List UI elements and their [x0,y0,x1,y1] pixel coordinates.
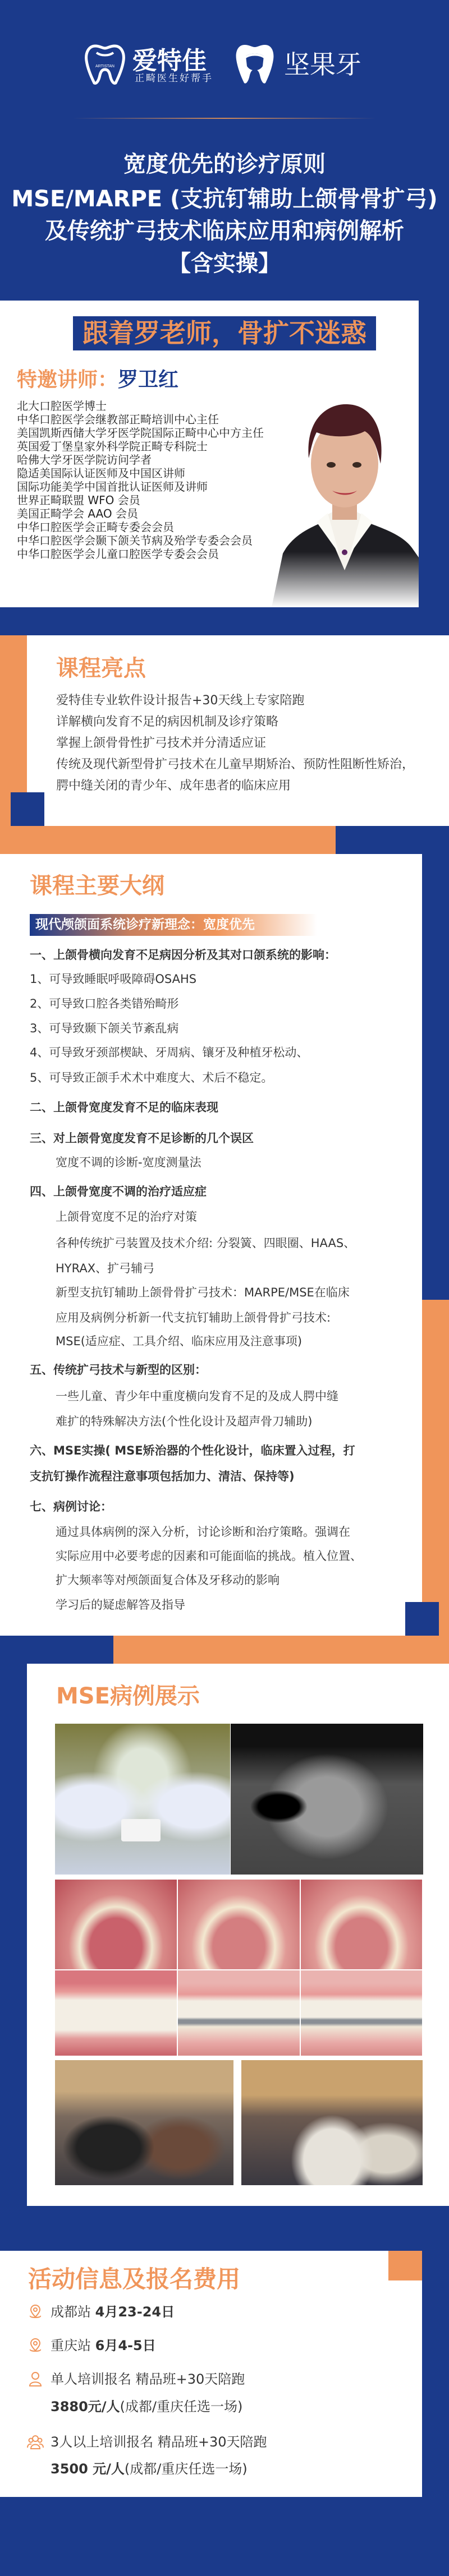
outline-banner [30,914,317,936]
svg-text:ARTISTAN: ARTISTAN [95,64,114,68]
station-date: 6月4-5日 [95,2338,156,2353]
location-icon [27,2337,44,2354]
nut-tooth-logo-icon [235,44,275,85]
event-item-chongqing [27,2334,156,2357]
credential-item: 美国正畸学会 AAO 会员 [17,507,139,520]
outline-title: 课程主要大纲 [30,873,164,899]
intraoral-frontal-after [301,1970,422,2056]
outline-heading: 七、病例讨论： [30,1500,112,1513]
outline-item: 4、可导致牙颈部楔缺、牙周病、镶牙及种植牙松动、 [30,1046,309,1059]
group-price: 3500 元/人 [51,2461,125,2477]
event-item-single-price [27,2395,242,2418]
cases-title: MSE病例展示 [56,1683,200,1709]
highlight-item: 传统及现代新型骨扩弓技术在儿童早期矫治、预防性阻断性矫治， [56,758,415,772]
logo-left-name: 爱特佳 [132,47,207,75]
blue-corner-square [11,792,44,826]
group-signup-label: 3人以上培训报名 精品班+30天陪跑 [51,2434,267,2450]
outline-item: 3、可导致颞下颌关节紊乱病 [30,1022,179,1035]
blue-bottom-band [0,1636,113,1664]
slogan-text: 跟着罗老师，骨扩不迷惑 [83,318,366,348]
title-line-2: MSE/MARPE (支抗钉辅助上颌骨骨扩弓) [11,186,438,212]
credential-item: 国际功能美学中国首批认证医师及讲师 [17,480,208,493]
station-label: 成都站 [51,2304,91,2320]
credential-item: 英国爱丁堡皇家外科学院正畸专科院士 [17,440,208,453]
outline-heading: 五、传统扩弓技术与新型的区别： [30,1363,207,1377]
credentials-list [17,399,264,561]
blue-corner-square [405,1602,439,1636]
blue-band [0,607,449,635]
title-line-1: 宽度优先的诊疗原则 [123,151,326,177]
outline-item: 5、可导致正颌手术术中难度大、术后不稳定。 [30,1071,273,1084]
single-signup-label: 单人培训报名 精品班+30天陪跑 [51,2371,245,2387]
outline-heading: 三、对上颌骨宽度发育不足诊断的几个误区 [30,1132,254,1145]
outline-item: 实际应用中必要考虑的因素和可能面临的挑战。植入位置、 [56,1549,362,1563]
location-icon [27,2303,44,2320]
outline-heading: 六、MSE实操( MSE矫治器的个性化设计，临床置入过程，打 [30,1444,355,1457]
event-item-single [27,2368,245,2390]
highlight-item: 详解横向发育不足的病因机制及诊疗策略 [56,715,279,729]
event-item-chengdu [27,2301,175,2323]
lecturer-photo [269,385,419,607]
blue-bottom-band [336,826,449,854]
orange-bottom-band [0,826,336,854]
orange-bottom-band [113,1636,449,1664]
credential-item: 隐适美国际认证医师及中国区讲师 [17,467,185,480]
outline-heading: 支抗钉操作流程注意事项包括加力、清洁、保持等) [30,1470,295,1483]
outline-item: MSE(适应症、工具介绍、临床应用及注意事项) [56,1335,303,1348]
outline-item: 各种传统扩弓装置及技术介绍: 分裂簧、四眼圈、HAAS、 [56,1236,356,1250]
highlight-item: 掌握上颌骨骨性扩弓技术并分清适应证 [56,736,267,750]
outline-item: 上颌骨宽度不足的治疗对策 [56,1210,197,1224]
credential-item: 美国凯斯西储大学牙医学院国际正畸中心中方主任 [17,426,264,440]
intraoral-occlusal-during [178,1880,300,1969]
credential-item: 哈佛大学牙医学院访问学者 [17,453,152,467]
workshop-photo-1 [55,2060,233,2185]
intraoral-frontal-during [178,1970,300,2056]
outline-item: 学习后的疑虑解答及指导 [56,1598,185,1612]
credential-item: 中华口腔医学会继教部正畸培训中心主任 [17,413,219,426]
highlight-item: 爱特佳专业软件设计报告+30天线上专家陪跑 [56,694,305,708]
expander-device [121,1819,161,1841]
lecturer-heading [17,368,178,393]
outline-item: 一些儿童、青少年中重度横向发育不足的及成人腭中缝 [56,1389,338,1403]
outline-item: 应用及病例分析新一代支抗钉辅助上颌骨骨扩弓技术: [56,1311,331,1324]
outline-banner-text: 现代颅颌面系统诊疗新理念：宽度优先 [35,917,255,932]
outline-heading: 四、上颌骨宽度不调的治疗适应症 [30,1185,207,1198]
highlight-item: 腭中缝关闭的青少年、成年患者的临床应用 [56,779,291,793]
title-line-4: 【含实操】 [168,251,281,276]
outline-item: HYRAX、扩弓辅弓 [56,1262,155,1275]
outline-item: 1、可导致睡眠呼吸障碍OSAHS [30,972,197,986]
outline-item: 2、可导致口腔各类错殆畸形 [30,997,179,1010]
outline-item: 扩大频率等对颅颌面复合体及牙移动的影响 [56,1573,280,1587]
lecturer-name: 罗卫红 [118,368,179,391]
group-price-note: (成都/重庆任选一场) [124,2461,248,2477]
outline-heading: 二、上颌骨宽度发育不足的临床表现 [30,1101,218,1114]
right-border-strip [419,301,449,607]
outline-item: 宽度不调的诊断-宽度测量法 [56,1156,201,1169]
outline-right-strip-blue [422,854,449,1300]
outline-right-strip-orange [422,1300,449,1636]
outline-heading: 一、上颌骨横向发育不足病因分析及其对口颌系统的影响： [30,948,336,962]
credential-item: 中华口腔医学会儿童口腔医学专委会会员 [17,547,219,561]
intraoral-frontal-before [55,1970,177,2056]
event-title: 活动信息及报名费用 [28,2265,241,2293]
intraoral-occlusal-after [301,1880,422,1969]
station-label: 重庆站 [51,2338,91,2353]
single-price: 3880元/人 [51,2399,120,2415]
outline-item: 难扩的特殊解决方法(个性化设计及超声骨刀辅助) [56,1415,313,1428]
credential-item: 中华口腔医学会正畸专委会会员 [17,520,174,534]
credential-item: 北大口腔医学博士 [17,399,107,413]
logo-left-tagline: 正畸医生好帮手 [135,73,213,84]
event-item-group-price [27,2458,248,2480]
intraoral-occlusal-before [55,1880,177,1969]
ct-scan-image [231,1724,423,1875]
outline-item: 新型支抗钉辅助上颌骨骨扩弓技术：MARPE/MSE在临床 [56,1286,350,1299]
header [0,0,449,301]
credential-item: 世界正畸联盟 WFO 会员 [17,493,140,507]
group-icon [27,2434,44,2450]
station-date: 4月23-24日 [95,2304,175,2320]
person-icon [27,2371,44,2388]
single-price-note: (成都/重庆任选一场) [120,2399,243,2415]
xray-occlusal-image [55,1724,230,1875]
slogan-banner [73,316,376,350]
credential-item: 中华口腔医学会颞下颌关节病及殆学专委会会员 [17,534,253,547]
orange-corner-square [388,2251,422,2280]
highlights-list [56,690,414,797]
logo-right-name: 坚果牙 [284,49,361,80]
title-line-3: 及传统扩弓技术临床应用和病例解析 [45,218,404,244]
outline-item: 通过具体病例的深入分析，讨论诊断和治疗策略。强调在 [56,1525,350,1539]
event-item-group [27,2431,267,2453]
artistan-tooth-logo-icon [84,44,126,85]
workshop-photo-2 [241,2060,423,2185]
lecturer-label: 特邀讲师： [17,368,118,391]
highlights-title: 课程亮点 [56,655,146,681]
divider-line [73,118,376,119]
